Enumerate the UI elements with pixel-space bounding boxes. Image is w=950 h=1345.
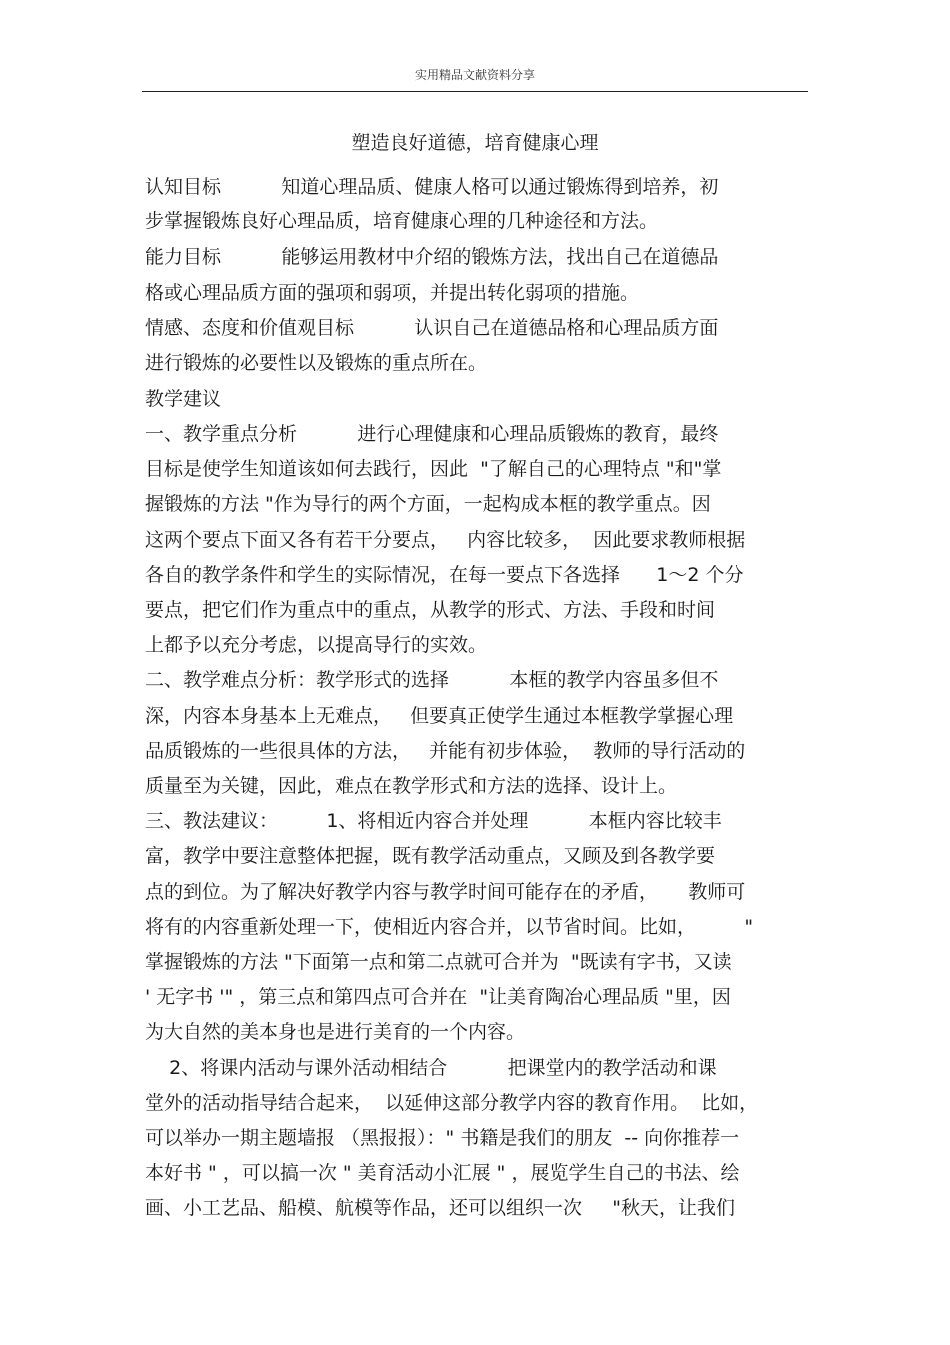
text-line: 上都予以充分考虑，以提高导行的实效。: [145, 634, 488, 656]
text-line: 认知目标 知道心理品质、健康人格可以通过锻炼得到培养，初: [145, 176, 719, 198]
header-rule: [142, 91, 808, 92]
text-line: 为大自然的美本身也是进行美育的一个内容。: [145, 1021, 526, 1043]
text-line: 一、教学重点分析 进行心理健康和心理品质锻炼的教育，最终: [145, 423, 719, 445]
text-line: 深，内容本身基本上无难点， 但要真正使学生通过本框教学掌握心理: [145, 705, 734, 727]
text-line: 三、教法建议： 1、将相近内容合并处理 本框内容比较丰: [145, 810, 722, 832]
text-line: 点的到位。为了解决好教学内容与教学时间可能存在的矛盾， 教师可: [145, 881, 746, 903]
text-line: 掌握锻炼的方法 "下面第一点和第二点就可合并为 "既读有字书，又读: [145, 951, 732, 973]
text-line: 画、小工艺品、船模、航模等作品，还可以组织一次 "秋天，让我们: [145, 1197, 735, 1219]
text-line: 情感、态度和价值观目标 认识自己在道德品格和心理品质方面: [145, 317, 719, 339]
text-line: 步掌握锻炼良好心理品质，培育健康心理的几种途径和方法。: [145, 210, 659, 232]
text-line: 堂外的活动指导结合起来， 以延伸这部分教学内容的教育作用。 比如，: [145, 1092, 759, 1114]
text-line: 进行锻炼的必要性以及锻炼的重点所在。: [145, 352, 488, 374]
text-line: 富，教学中要注意整体把握，既有教学活动重点，又顾及到各教学要: [145, 845, 716, 867]
text-line: 格或心理品质方面的强项和弱项，并提出转化弱项的措施。: [145, 282, 640, 304]
text-line: ' 无字书 '" ，第三点和第四点可合并在 "让美育陶冶心理品质 "里，因: [145, 986, 731, 1008]
text-line: 要点，把它们作为重点中的重点，从教学的形式、方法、手段和时间: [145, 599, 716, 621]
text-line: 可以举办一期主题墙报 （黑报报）：" 书籍是我们的朋友 -- 向你推荐一: [145, 1127, 740, 1149]
text-line: 握锻炼的方法 "作为导行的两个方面，一起构成本框的教学重点。因: [145, 493, 711, 515]
text-line: 各自的教学条件和学生的实际情况，在每一要点下各选择 1～2 个分: [145, 564, 744, 586]
text-line: 目标是使学生知道该如何去践行，因此 "了解自己的心理特点 "和"掌: [145, 458, 722, 480]
text-line: 将有的内容重新处理一下，使相近内容合并，以节省时间。比如， ": [145, 916, 754, 938]
text-line: 二、教学难点分析：教学形式的选择 本框的教学内容虽多但不: [145, 669, 719, 691]
text-line: 品质锻炼的一些很具体的方法， 并能有初步体验， 教师的导行活动的: [145, 740, 746, 762]
page-header: 实用精品文献资料分享: [414, 68, 535, 82]
text-line: 能力目标 能够运用教材中介绍的锻炼方法，找出自己在道德品: [145, 246, 719, 268]
text-line: 这两个要点下面又各有若干分要点， 内容比较多， 因此要求教师根据: [145, 529, 746, 551]
text-line: 质量至为关键，因此，难点在教学形式和方法的选择、设计上。: [145, 775, 678, 797]
text-line: 本好书 " ，可以搞一次 " 美育活动小汇展 " ，展览学生自己的书法、绘: [145, 1162, 740, 1184]
text-line: 教学建议: [145, 388, 222, 410]
text-line: 2、将课内活动与课外活动相结合 把课堂内的教学活动和课: [145, 1057, 717, 1079]
document-title: 塑造良好道德，培育健康心理: [351, 132, 599, 154]
